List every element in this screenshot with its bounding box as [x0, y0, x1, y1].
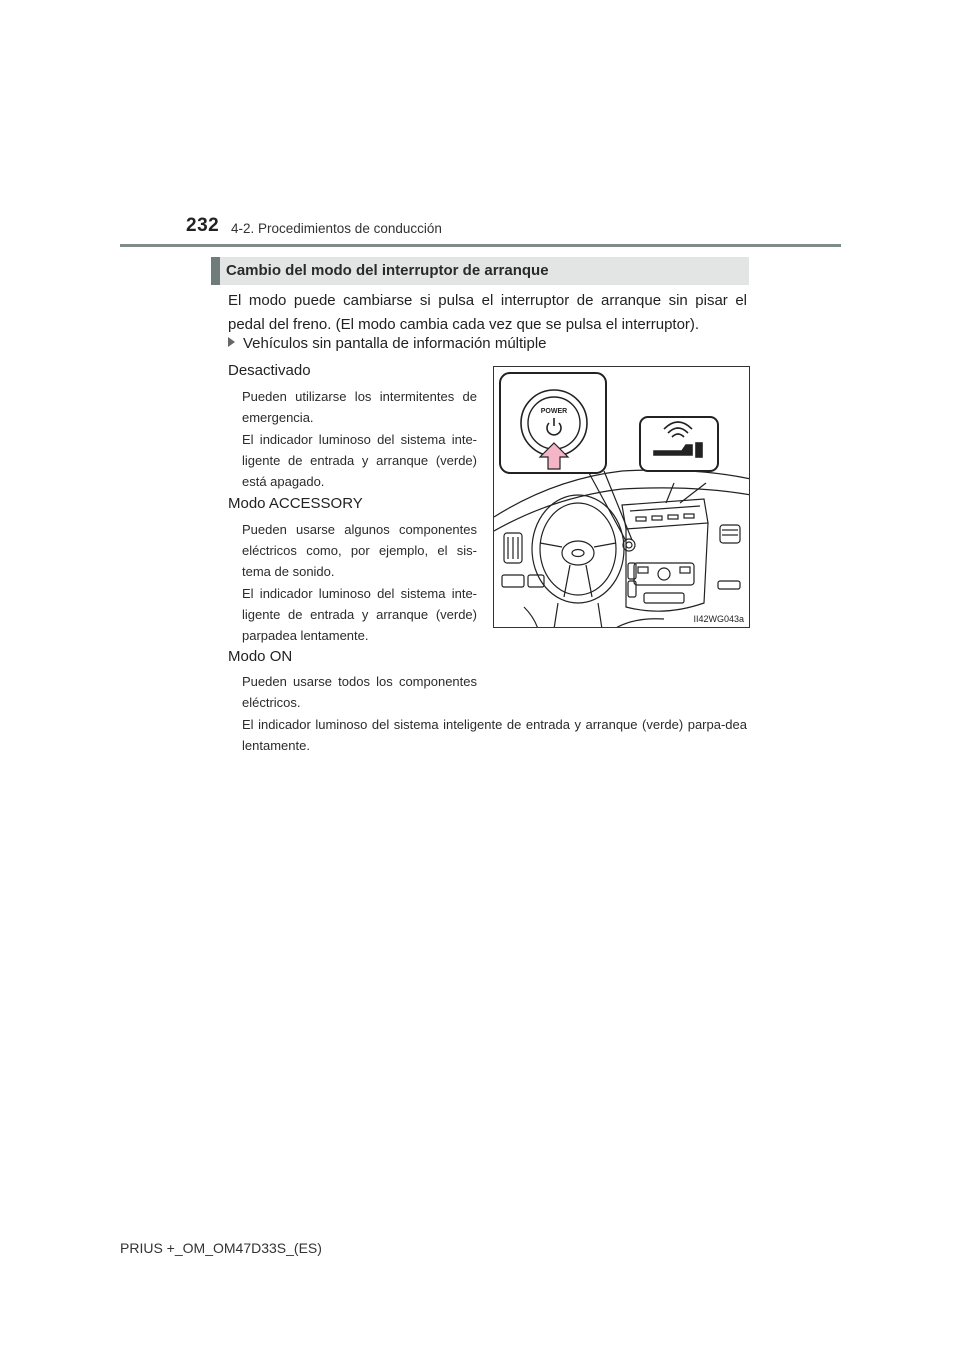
page-number: 232 — [186, 215, 220, 236]
header-rule — [120, 244, 841, 247]
mode-accessory-desc-2: El indicador luminoso del sistema inte-ligente de entrada y arranque (verde) parpadea lentamente. — [242, 586, 477, 643]
vehicle-variant-bullet — [228, 335, 547, 352]
dashboard-drawing — [494, 367, 750, 628]
mode-accessory-desc-1: Pueden usarse algunos componentes eléctricos como, por ejemplo, el sis-tema de sonido. — [242, 522, 477, 579]
mode-title-off: Desactivado — [228, 362, 311, 379]
section-heading — [211, 257, 749, 285]
mode-off-desc-1: Pueden utilizarse los intermitentes de emergencia. — [242, 389, 477, 425]
section-heading-tab — [211, 257, 220, 285]
mode-title-accessory: Modo ACCESSORY — [228, 495, 363, 512]
indicator-callout — [640, 417, 718, 471]
mode-on-desc-2: El indicador luminoso del sistema inteligente de entrada y arranque (verde) parpa-dea lentamente. — [242, 717, 747, 753]
intro-paragraph: El modo puede cambiarse si pulsa el interruptor de arranque sin pisar el pedal del freno. (El modo cambia cada vez que se pulsa el interruptor). — [228, 292, 747, 333]
section-title: Cambio del modo del interruptor de arranque — [226, 262, 549, 279]
triangle-bullet-icon — [228, 337, 235, 347]
figure-code: II42WG043a — [693, 614, 744, 624]
mode-off-desc-2: El indicador luminoso del sistema inte-ligente de entrada y arranque (verde) está apagado. — [242, 432, 477, 489]
mode-on-desc-1: Pueden usarse todos los componentes eléctricos. — [242, 674, 477, 710]
chapter-title: 4-2. Procedimientos de conducción — [231, 221, 442, 236]
power-button-label: POWER — [540, 408, 568, 415]
footer-code: PRIUS +_OM_OM47D33S_(ES) — [120, 1240, 322, 1256]
dashboard-illustration — [493, 366, 750, 628]
bullet-text: Vehículos sin pantalla de información múltiple — [243, 335, 547, 352]
mode-title-on: Modo ON — [228, 648, 293, 665]
